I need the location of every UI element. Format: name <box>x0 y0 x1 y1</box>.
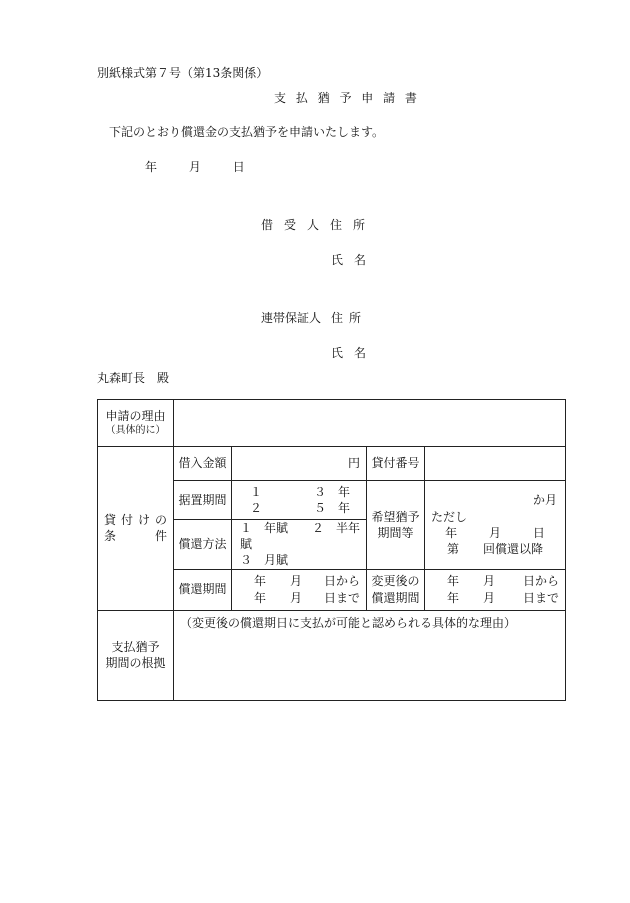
reason-row <box>98 400 566 447</box>
requested-period-label <box>367 481 425 570</box>
recipient: 丸森町長 殿 <box>97 371 170 385</box>
repayment-period-field[interactable] <box>232 569 367 610</box>
basis-row <box>98 610 566 700</box>
conditions-label-bottom: 条件 <box>104 529 167 544</box>
repayment-period-to <box>232 590 366 606</box>
application-table <box>97 399 566 701</box>
reason-sub-label: （具体的に） <box>105 425 166 437</box>
loan-number-label: 貸付番号 <box>367 447 425 481</box>
changed-period-from <box>425 573 565 589</box>
repayment-period-from-ym: 年 月 <box>254 574 303 589</box>
date-year: 年 <box>145 160 158 174</box>
basis-label-bottom: 期間の根拠 <box>105 656 166 671</box>
reason-label: 申請の理由 <box>105 409 166 424</box>
requested-months-unit: か月 <box>532 493 557 508</box>
basis-field[interactable] <box>174 610 566 700</box>
guarantor-label: 連帯保証人 <box>261 311 322 325</box>
deferment-option-1-number: １ <box>250 484 263 499</box>
deferment-options[interactable] <box>232 481 367 520</box>
changed-period-label <box>367 569 425 610</box>
repayment-period-to-suffix: 日まで <box>323 590 360 605</box>
repayment-period-to-ym: 年 月 <box>254 590 303 605</box>
borrower-address-label: 借受人住所 <box>261 218 377 232</box>
requested-year: 年 <box>445 525 458 540</box>
repayment-method-line-1: １ 年賦 ２ 半年賦 <box>240 521 361 552</box>
loan-amount-field[interactable] <box>232 447 367 481</box>
repayment-method-options[interactable] <box>232 520 367 570</box>
loan-amount-unit: 円 <box>347 456 360 471</box>
borrower-name-label: 氏名 <box>331 253 378 267</box>
changed-period-from-suffix: 日から <box>522 574 559 589</box>
changed-period-to <box>425 590 565 606</box>
guarantor-name-label: 氏名 <box>331 346 378 360</box>
changed-period-label-top: 変更後の <box>371 574 420 589</box>
changed-period-field[interactable] <box>425 569 566 610</box>
repayment-period-from-suffix: 日から <box>323 574 360 589</box>
repayment-period-label: 償還期間 <box>174 569 232 610</box>
form-number: 別紙様式第７号（第13条関係） <box>97 66 269 80</box>
repayment-method-label: 償還方法 <box>174 520 232 570</box>
requested-period-field[interactable] <box>425 481 566 570</box>
changed-period-label-bottom: 償還期間 <box>371 590 420 605</box>
repayment-method-line-2: ３ 月賦 <box>240 553 289 568</box>
reason-field[interactable] <box>174 400 566 447</box>
loan-number-field[interactable] <box>425 447 566 481</box>
guarantor-address-label: 住所 <box>331 311 368 325</box>
basis-label-cell <box>98 610 174 700</box>
changed-period-to-suffix: 日まで <box>522 590 559 605</box>
deferment-label: 据置期間 <box>174 481 232 520</box>
requested-proviso: ただし <box>431 509 468 524</box>
basis-label-top: 支払猶予 <box>111 639 160 654</box>
date-month: 月 <box>188 160 201 174</box>
deferment-option-1 <box>240 484 358 500</box>
loan-amount-label: 借入金額 <box>174 447 232 481</box>
requested-from-installment: 第 回償還以降 <box>446 541 543 556</box>
conditions-label-top: 貸付けの <box>104 513 167 528</box>
deferment-option-1-value: ３ 年 <box>313 484 350 499</box>
deferment-option-2-value: ５ 年 <box>313 501 350 515</box>
deferment-option-2 <box>240 500 358 516</box>
loan-amount-row <box>98 447 566 481</box>
requested-day: 日 <box>532 525 545 540</box>
repayment-period-from <box>232 573 366 589</box>
changed-period-from-ym: 年 月 <box>447 574 496 589</box>
requested-period-label-top: 希望猶予 <box>371 509 420 524</box>
requested-period-months-line <box>425 492 565 508</box>
date-line <box>145 160 273 174</box>
requested-period-label-bottom: 期間等 <box>377 525 414 540</box>
deferment-option-2-number: ２ <box>250 501 263 515</box>
requested-month: 月 <box>488 525 501 540</box>
document-title: 支 払 猶 予 申 請 書 <box>274 91 420 105</box>
conditions-label-cell <box>98 447 174 611</box>
basis-note: （変更後の償還期日に支払が可能と認められる具体的な理由） <box>180 615 517 630</box>
reason-label-cell <box>98 400 174 447</box>
date-day: 日 <box>232 160 245 174</box>
intro-text: 下記のとおり償還金の支払猶予を申請いたします。 <box>109 125 385 139</box>
changed-period-to-ym: 年 月 <box>447 590 496 605</box>
requested-date-line <box>425 525 565 541</box>
